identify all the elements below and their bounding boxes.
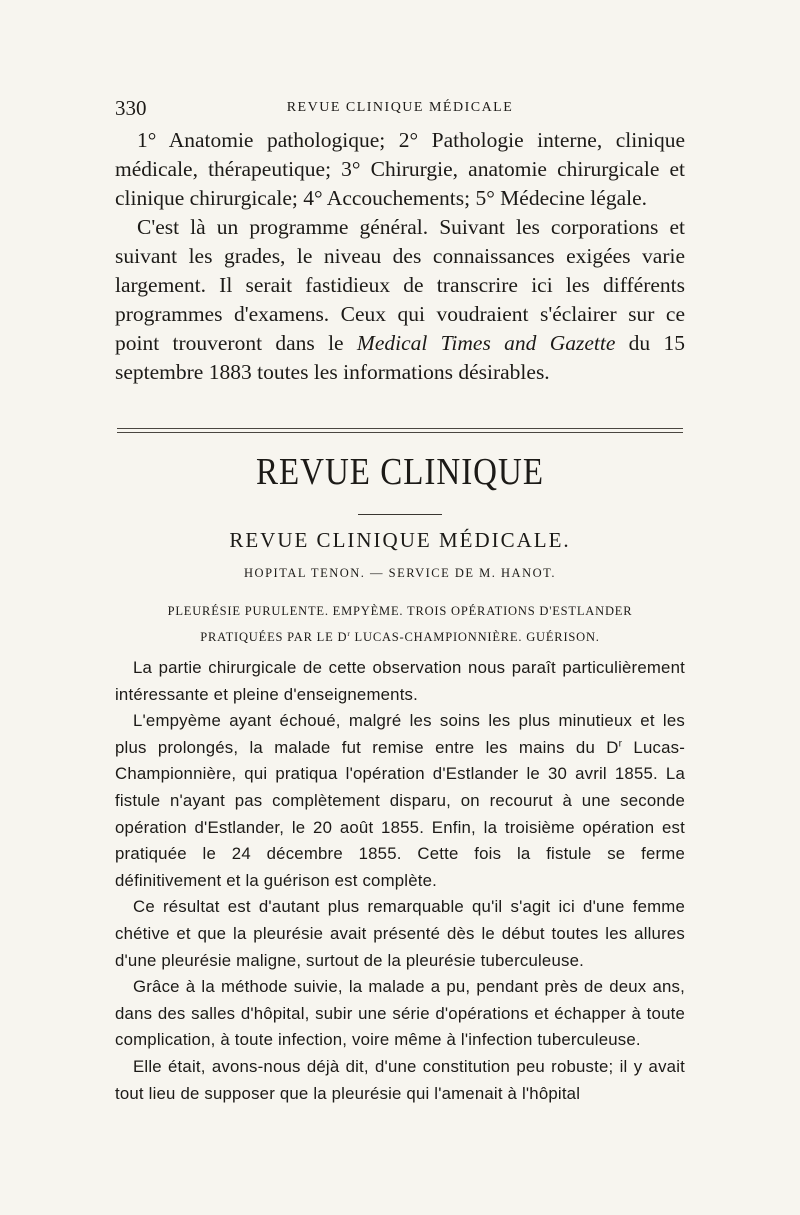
case-title-line-2	[115, 624, 685, 650]
double-rule-divider	[117, 428, 683, 433]
section-title: REVUE CLINIQUE	[255, 452, 545, 494]
hospital-line: HOPITAL TENON. — SERVICE DE M. HANOT.	[244, 566, 556, 580]
observation-text	[115, 655, 685, 1107]
running-title: REVUE CLINIQUE MÉDICALE	[286, 100, 514, 115]
upper-text	[115, 126, 685, 387]
case-title-line-1: PLEURÉSIE PURULENTE. EMPYÈME. TROIS OPÉRATIONS D'ESTLANDER	[167, 604, 633, 618]
observation-paragraph-5: Elle était, avons-nous déjà dit, d'une constitution peu robuste; il y avait tout lieu de supposer que la pleurésie qui l'amenait à l'hôpital	[115, 1056, 685, 1103]
journal-title: Medical Times and Gazette	[356, 331, 616, 355]
observation-sup: r	[618, 738, 623, 750]
case-title-sup: r	[347, 628, 351, 638]
observation-paragraph-4: Grâce à la méthode suivie, la malade a pu, pendant près de deux ans, dans des salles d'hôpital, subir une série d'opérations et échapper à toute complication, à toute infection, voire même à l'infection tuberculeuse.	[115, 977, 685, 1050]
case-title-line-2a: PRATIQUÉES PAR LE D	[200, 630, 348, 644]
case-title	[115, 598, 685, 650]
observation-paragraph-2b: Lucas-Championnière, qui pratiqua l'opération d'Estlander le 30 avril 1855. La fistule n'ayant pas complètement disparu, on recourut à une seconde opération d'Estlander, le 20 août 1855. Enfin, la troisième opération est pratiquée le 24 décembre 1855. Cette fois la fistule se ferme définitivement et la guérison est complète.	[115, 737, 685, 890]
page-number: 330	[115, 96, 147, 120]
section-subtitle: REVUE CLINIQUE MÉDICALE.	[229, 528, 571, 552]
observation-paragraph-2	[115, 708, 685, 894]
observation-paragraph-3: Ce résultat est d'autant plus remarquable qu'il s'agit ici d'une femme chétive et que la pleurésie avait présenté dès le début toutes les allures d'une pleurésie maligne, surtout de la pleurésie tuberculeuse.	[115, 897, 685, 970]
programme-text-a: C'est là un programme général. Suivant les corporations et suivant les grades, le niveau des connaissances exigées varie largement. Il serait fastidieux de transcrire ici les différents programmes d'examens. Ceux qui voudraient s'éclairer sur ce point trouveront dans le	[115, 215, 685, 355]
programme-text-b: du 15 septembre 1883 toutes les informations désirables.	[115, 331, 685, 384]
programme-paragraph	[115, 213, 685, 387]
running-head	[115, 96, 685, 120]
short-rule-divider	[358, 514, 442, 515]
curriculum-paragraph: 1° Anatomie pathologique; 2° Pathologie interne, clinique médicale, thérapeutique; 3° Chirurgie, anatomie chirurgicale et clinique chirurgicale; 4° Accouchements; 5° Médecine légale.	[115, 128, 685, 210]
case-title-line-2b: LUCAS-CHAMPIONNIÈRE. GUÉRISON.	[350, 630, 600, 644]
observation-paragraph-2a: L'empyème ayant échoué, malgré les soins les plus minutieux et les plus prolongés, la malade fut remise entre les mains du D	[115, 711, 685, 757]
observation-paragraph-1: La partie chirurgicale de cette observation nous paraît particulièrement intéressante et pleine d'enseignements.	[115, 658, 685, 704]
